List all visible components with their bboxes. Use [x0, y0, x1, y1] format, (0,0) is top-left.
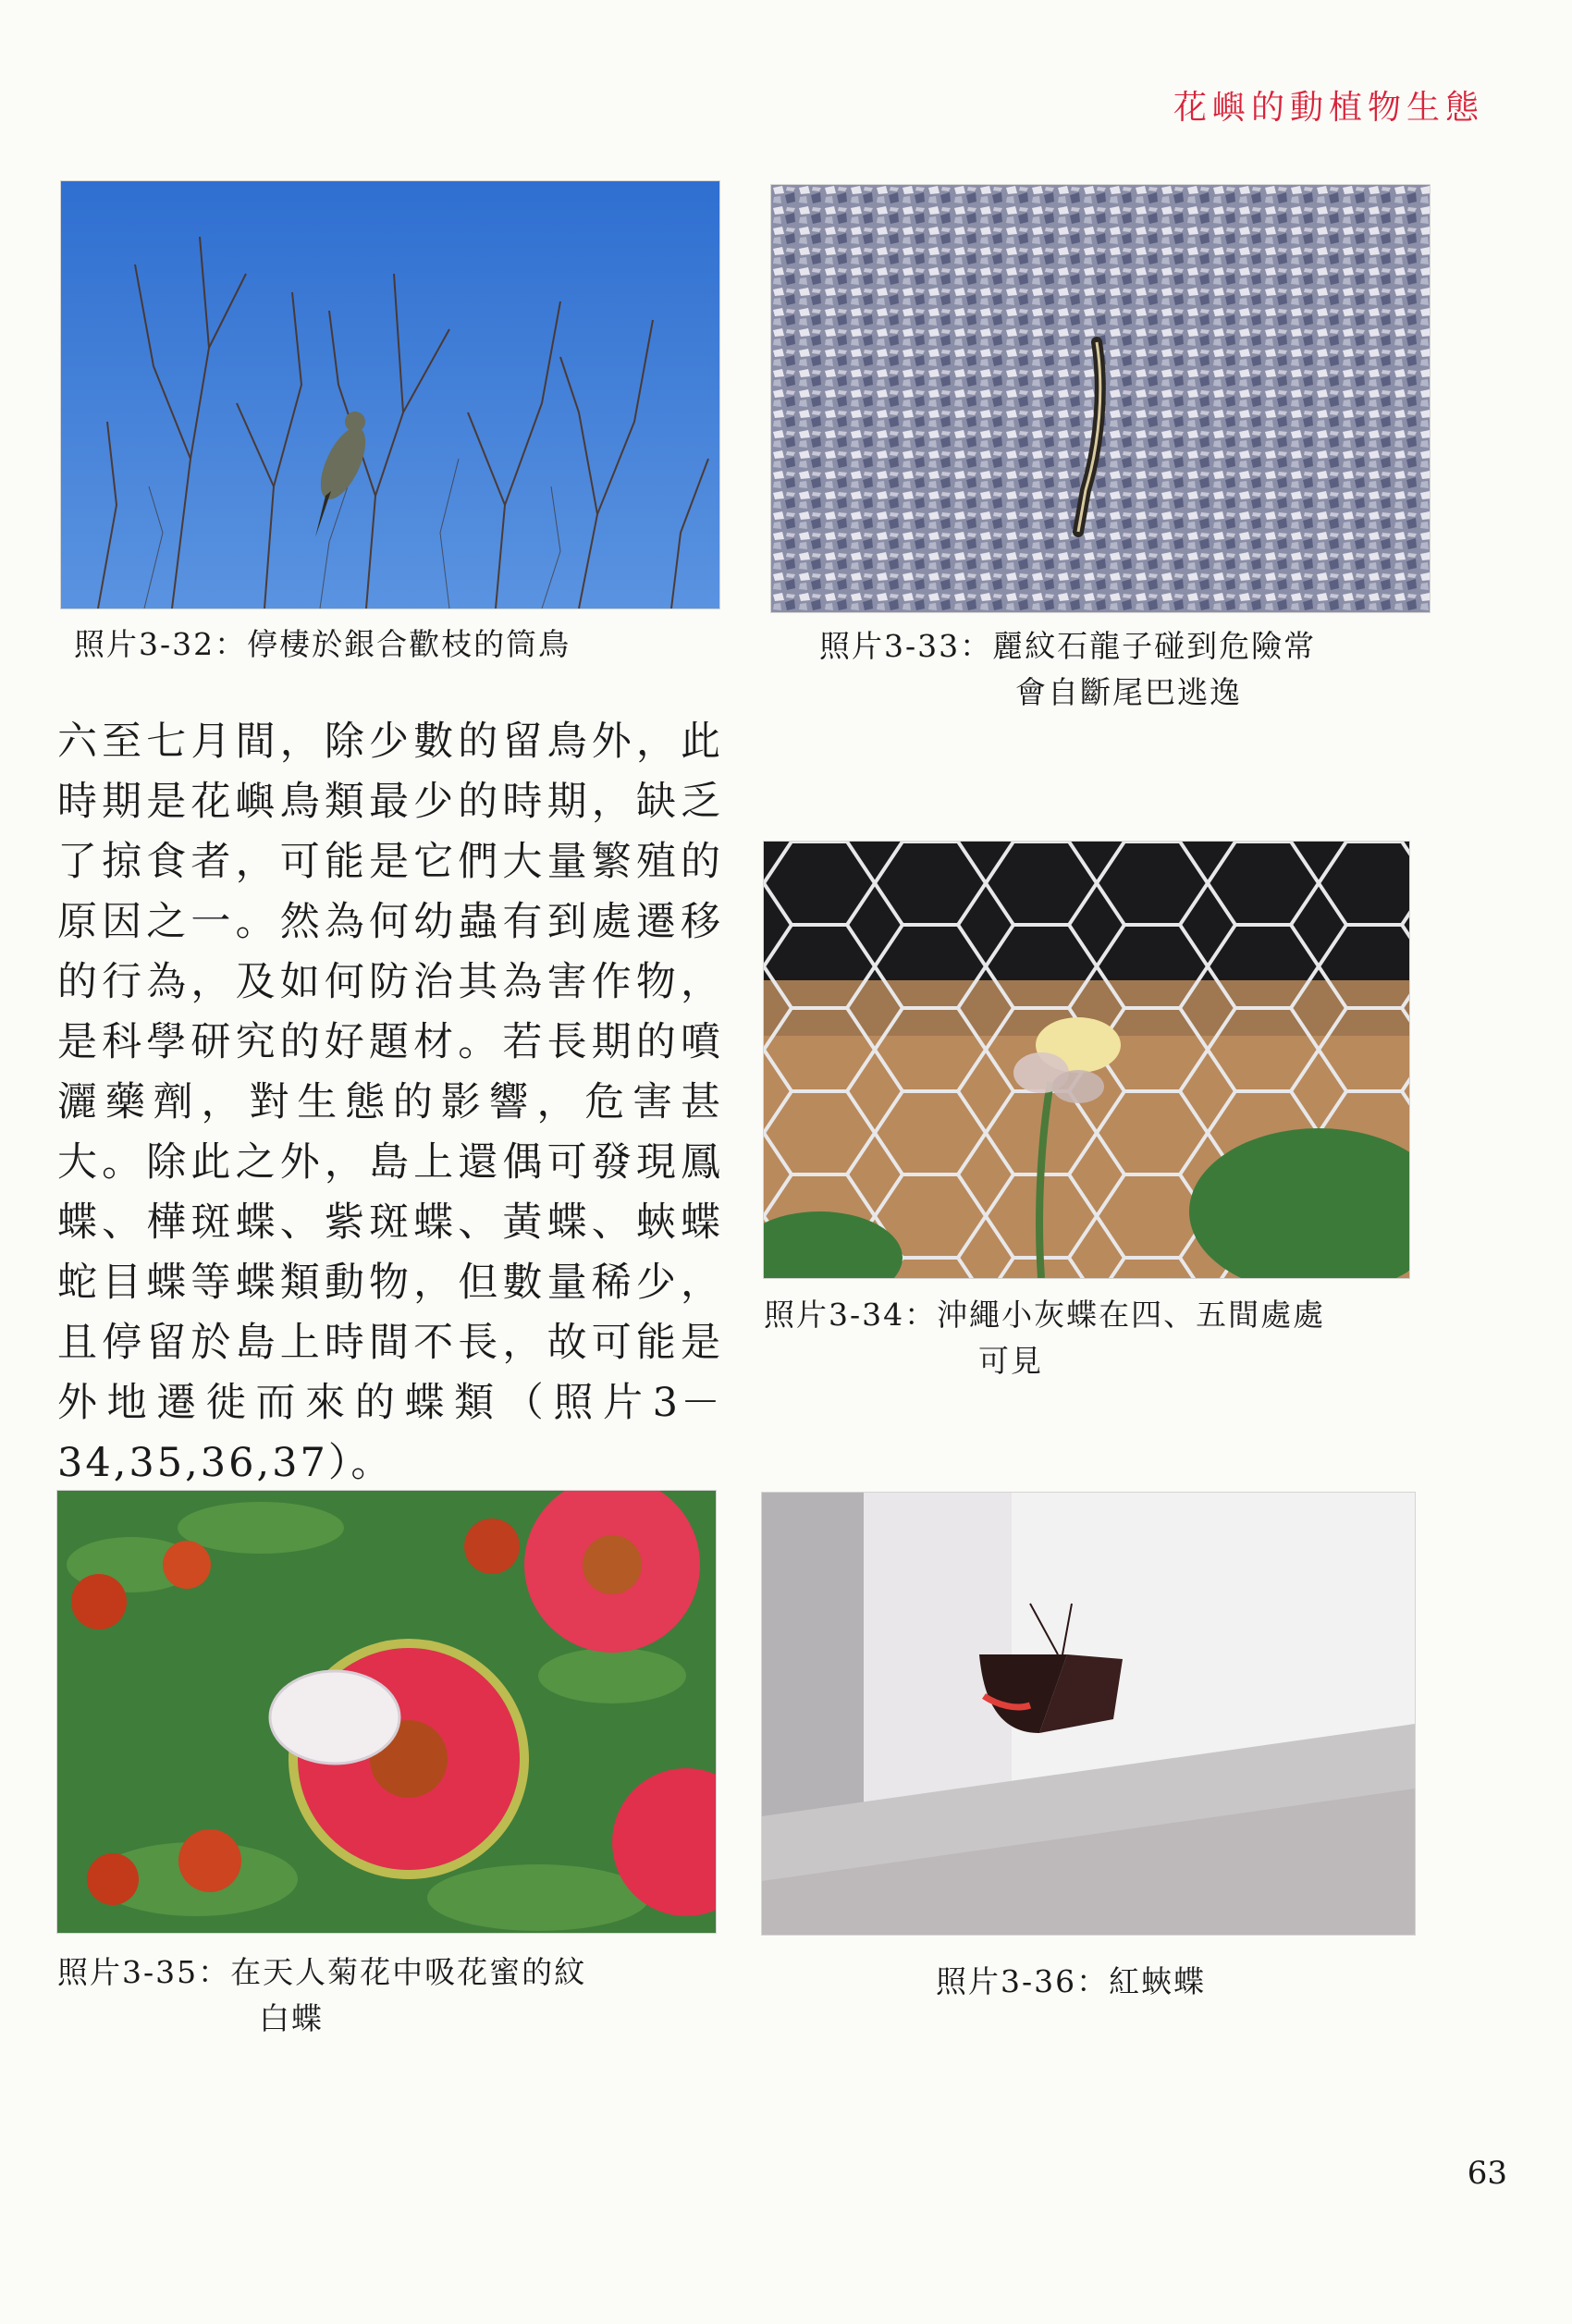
- photo-cuckoo-on-branch: [61, 181, 719, 609]
- photo-lycaenid-on-flower: [764, 842, 1409, 1278]
- caption-3-36: 照片3-36：紅蛺蝶: [936, 1963, 1207, 1999]
- page-number: 63: [1467, 2155, 1507, 2192]
- caption-3-33: [819, 623, 1316, 716]
- caption-3-34-line2: 可見: [978, 1343, 1043, 1379]
- photo-red-admiral-on-window: [762, 1493, 1415, 1935]
- body-paragraph: 六至七月間，除少數的留鳥外，此時期是花嶼鳥類最少的時期，缺乏了掠食者，可能是它們大量繁殖的原因之一。然為何幼蟲有到處遷移的行為，及如何防治其為害作物，是科學研究的好題材。若長期的噴灑藥劑，對生態的影響，危害甚大。除此之外，島上還偶可發現鳳蝶、樺斑蝶、紫斑蝶、黃蝶、蛺蝶蛇目蝶等蝶類動物，但數量稀少，且停留於島上時間不長，故可能是外地遷徙而來的蝶類（照片3－34,35,36,37）。: [57, 719, 723, 1486]
- caption-3-35-line2: 白蝶: [259, 2000, 324, 2036]
- caption-3-35-line1: 照片3-35：在天人菊花中吸花蜜的紋: [57, 1954, 587, 1990]
- caption-3-34-line1: 照片3-34：沖繩小灰蝶在四、五間處處: [764, 1297, 1326, 1333]
- caption-3-33-line2: 會自斷尾巴逃逸: [1015, 674, 1242, 710]
- caption-3-35: [57, 1949, 586, 2042]
- photo-pieris-on-gaillardia: [57, 1491, 716, 1933]
- caption-3-33-line1: 照片3-33：麗紋石龍子碰到危險常: [819, 628, 1317, 664]
- caption-3-32: 照片3-32：停棲於銀合歡枝的筒鳥: [74, 626, 571, 662]
- photo-skink-on-gravel: [771, 185, 1430, 612]
- caption-3-34: [764, 1292, 1325, 1384]
- running-header: 花嶼的動植物生態: [1173, 89, 1484, 127]
